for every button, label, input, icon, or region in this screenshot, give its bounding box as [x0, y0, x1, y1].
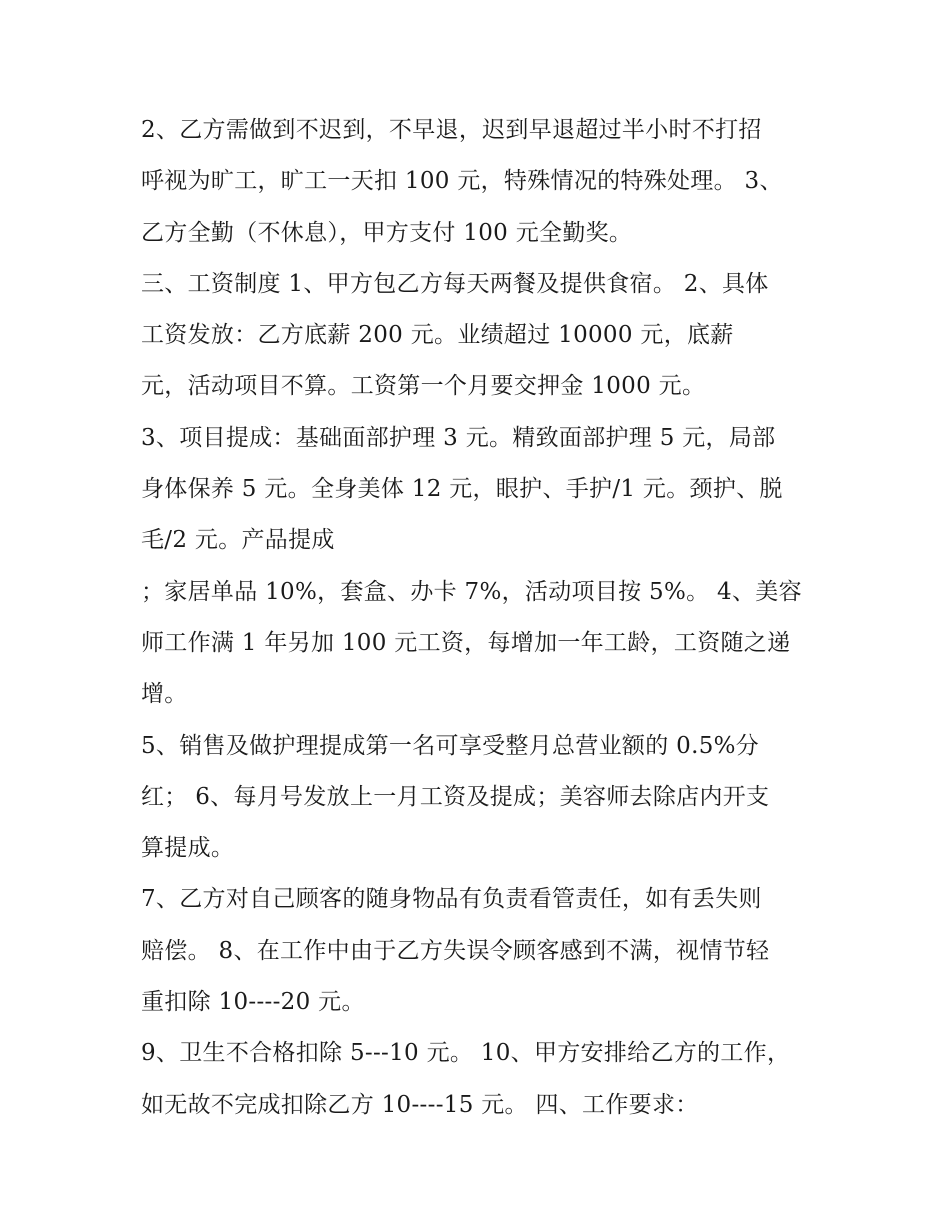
text-line: 身体保养 5 元。全身美体 12 元，眼护、手护/1 元。颈护、脱: [141, 476, 783, 503]
text-line: 红； 6、每月号发放上一月工资及提成；美容师去除店内开支: [141, 783, 770, 810]
text-line: 3、项目提成：基础面部护理 3 元。精致面部护理 5 元，局部: [141, 424, 776, 451]
text-line: 2、乙方需做到不迟到，不早退，迟到早退超过半小时不打招: [141, 117, 762, 143]
text-line: 9、卫生不合格扣除 5---10 元。 10、甲方安排给乙方的工作，: [141, 1040, 791, 1067]
document-body: [141, 105, 821, 1131]
text-line: 如无故不完成扣除乙方 10----15 元。 四、工作要求：: [141, 1091, 699, 1118]
text-line: 元，活动项目不算。工资第一个月要交押金 1000 元。: [141, 373, 706, 400]
text-line: 增。: [141, 681, 188, 708]
text-line: 毛/2 元。产品提成: [141, 527, 335, 554]
text-line: 呼视为旷工，旷工一天扣 100 元，特殊情况的特殊处理。 3、: [141, 168, 783, 195]
text-line: 工资发放：乙方底薪 200 元。业绩超过 10000 元，底薪: [141, 322, 734, 349]
text-line: 5、销售及做护理提成第一名可享受整月总营业额的 0.5%分: [141, 732, 760, 759]
text-line: ；家居单品 10%，套盒、办卡 7%，活动项目按 5%。 4、美容: [141, 578, 802, 605]
text-line: 师工作满 1 年另加 100 元工资，每增加一年工龄，工资随之递: [141, 629, 791, 656]
text-line: 三、工资制度 1、甲方包乙方每天两餐及提供食宿。 2、具体: [141, 270, 769, 297]
text-line: 重扣除 10----20 元。: [141, 989, 365, 1016]
text-line: 乙方全勤（不休息），甲方支付 100 元全勤奖。: [141, 219, 633, 246]
text-line: 7、乙方对自己顾客的随身物品有负责看管责任，如有丢失则: [141, 886, 762, 913]
text-line: 算提成。: [141, 835, 235, 862]
text-line: 赔偿。 8、在工作中由于乙方失误令顾客感到不满，视情节轻: [141, 937, 770, 964]
